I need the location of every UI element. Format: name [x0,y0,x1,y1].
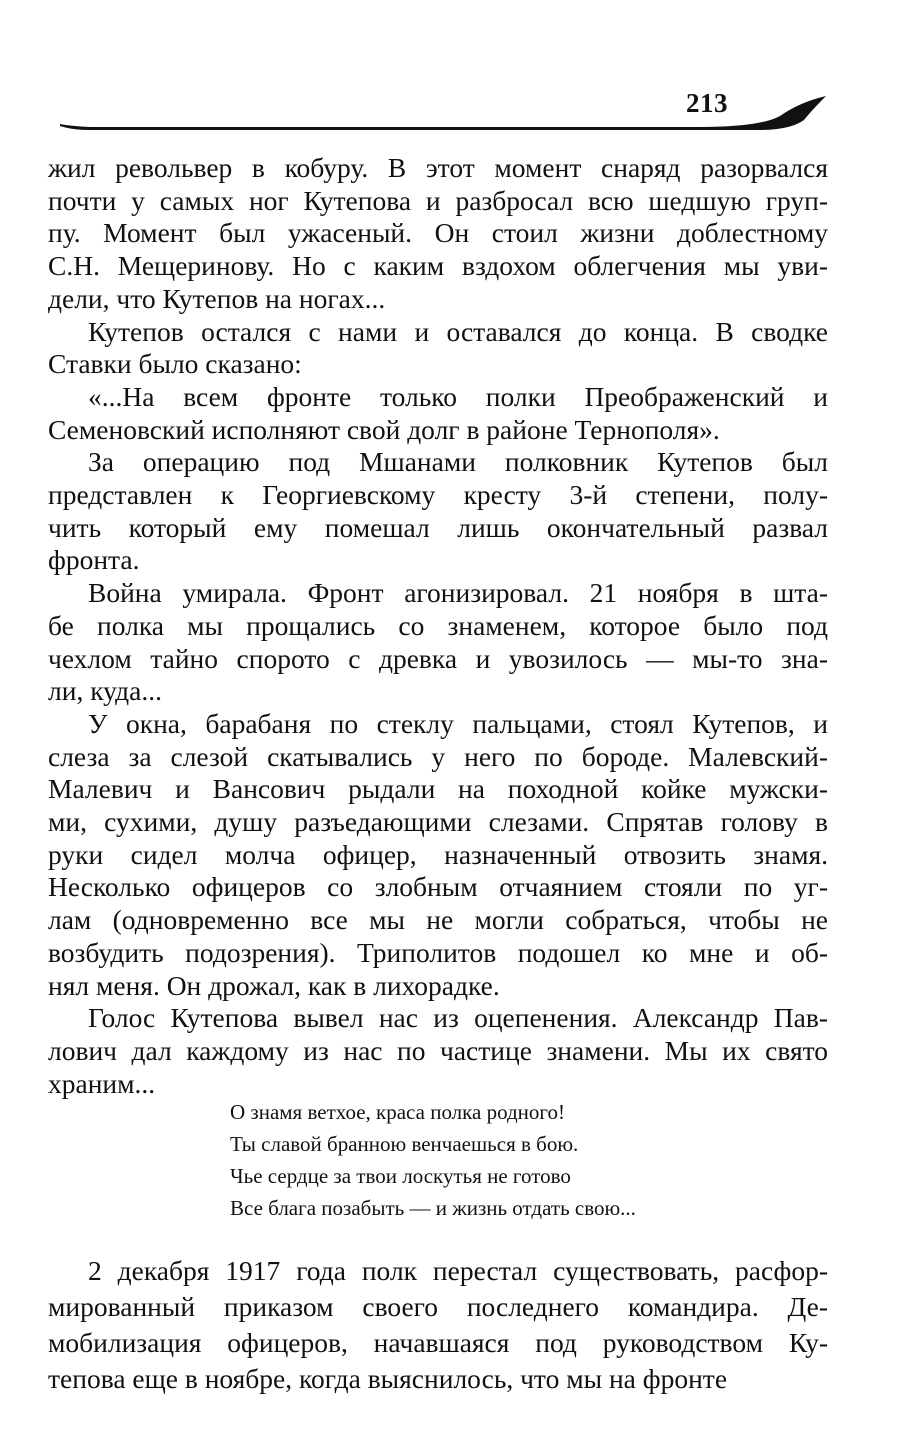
text-line: слеза за слезой скатывались у него по бороде. Малевский- [48,740,828,772]
text-line: Кутепов остался с нами и оставался до конца. В сводке [88,315,828,347]
text-line: Несколько офицеров со злобным отчаянием стояли по уг- [48,871,828,903]
text-line: мобилизация офицеров, начавшаяся под руководством Ку- [48,1327,828,1358]
text-line: храним... [48,1067,156,1099]
text-line: лович дал каждому из нас по частице знамени. Мы их свято [48,1034,828,1066]
page-number: 213 [686,88,728,118]
text-line: тепова еще в ноябре, когда выяснилось, что мы на фронте [48,1363,728,1394]
text-line: У окна, барабаня по стеклу пальцами, стоял Кутепов, и [88,707,828,739]
poem-line: Чье сердце за твои лоскутья не готово [230,1164,571,1188]
main-text [48,152,828,1100]
poem-line: Все блага позабыть — и жизнь отдать свою... [230,1196,636,1220]
final-paragraph [48,1253,828,1397]
text-line: ми, сухими, душу разъедающими слезами. Спрятав голову в [48,806,828,838]
text-line: жил револьвер в кобуру. В этот момент снаряд разорвался [48,152,828,183]
poem-line: Ты славой бранною венчаешься в бою. [230,1132,579,1156]
text-line: бе полка мы прощались со знаменем, которое было под [48,609,828,641]
text-line: «...На всем фронте только полки Преображенский и [88,380,828,412]
text-line: С.Н. Мещеринову. Но с каким вздохом облегчения мы уви- [48,250,828,282]
text-line: Семеновский исполняют свой долг в районе Тернополя». [48,413,720,445]
text-line: ли, куда... [48,675,163,707]
text-line: чехлом тайно спорото с древка и увозилось — мы-то зна- [48,642,828,674]
text-line: Война умирала. Фронт агонизировал. 21 ноября в шта- [88,577,828,609]
text-line: Ставки было сказано: [48,348,302,380]
text-line: мированный приказом своего последнего командира. Де- [48,1291,828,1322]
text-line: дели, что Кутепов на ногах... [48,282,386,314]
text-line: фронта. [48,544,140,576]
text-line: Малевич и Вансович рыдали на походной койке мужски- [48,773,828,805]
text-line: представлен к Георгиевскому кресту 3-й степени, полу- [48,479,828,511]
text-line: почти у самых ног Кутепова и разбросал всю шедшую груп- [48,184,828,216]
text-line: Голос Кутепова вывел нас из оцепенения. Александр Пав- [88,1002,828,1034]
poem-line: О знамя ветхое, краса полка родного! [230,1100,566,1124]
text-line: пу. Момент был ужасеный. Он стоил жизни доблестному [48,217,828,249]
text-line: За операцию под Мшанами полковник Кутепов был [88,446,828,478]
poem-stanza [230,1096,636,1224]
header-ornament-rule [60,96,830,146]
text-line: нял меня. Он дрожал, как в лихорадке. [48,969,500,1001]
text-line: руки сидел молча офицер, назначенный отвозить знамя. [48,838,828,870]
text-line: чить который ему помешал лишь окончательный развал [48,511,828,543]
text-line: возбудить подозрения). Триполитов подошел ко мне и об- [48,936,828,968]
text-line: 2 декабря 1917 года полк перестал существовать, расфор- [88,1255,828,1286]
text-line: лам (одновременно все мы не могли собраться, чтобы не [48,904,828,936]
